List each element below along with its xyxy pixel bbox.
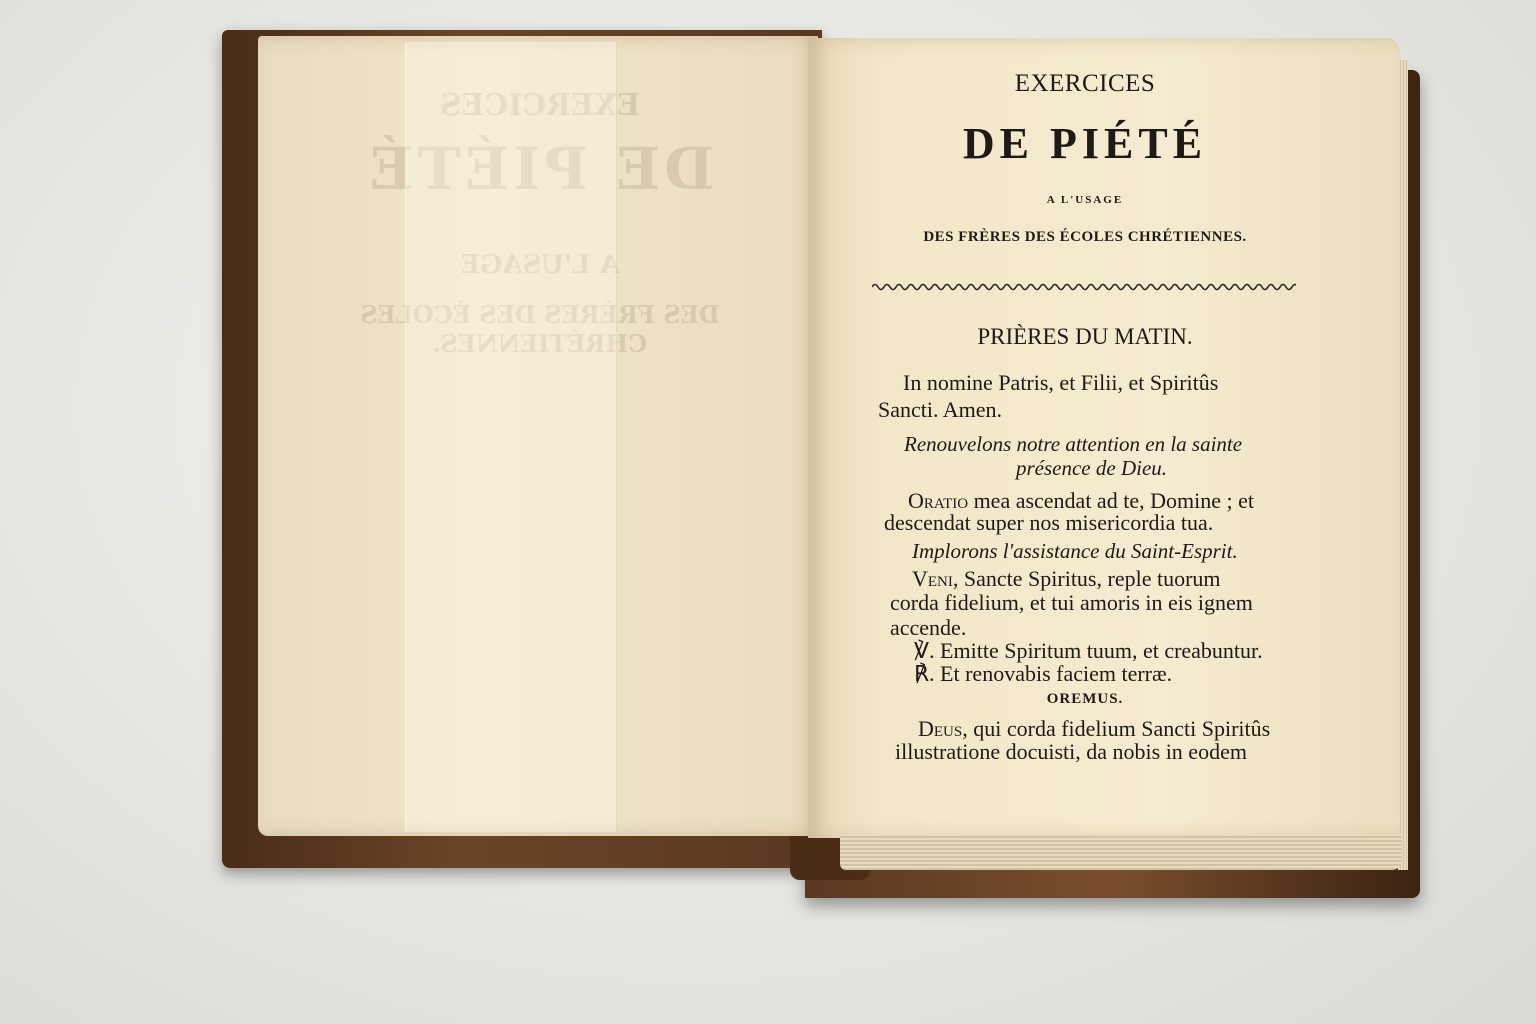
show-through-main-title: DE PIÉTÉ — [365, 135, 715, 203]
ornamental-rule — [872, 280, 1296, 294]
text-line: In nomine Patris, et Filii, et Spiritûs — [903, 370, 1219, 395]
italic-line: présence de Dieu. — [1016, 456, 1168, 480]
versicle-line: ℣. Emitte Spiritum tuum, et creabuntur. — [914, 638, 1263, 663]
response-line: ℟. Et renovabis faciem terræ. — [914, 661, 1173, 686]
subtitle: DES FRÈRES DES ÉCOLES CHRÉTIENNES. — [923, 229, 1247, 245]
subtitle-small: A L'USAGE — [1046, 194, 1124, 206]
text-run: , Sancte Spiritus, reple tuorum — [952, 566, 1221, 591]
italic-line: Implorons l'assistance du Saint-Esprit. — [912, 539, 1238, 563]
text-line: descendat super nos misericordia tua. — [884, 510, 1214, 535]
drop-word: Veni — [912, 566, 953, 591]
drop-word: Oratio — [908, 488, 969, 513]
oremus-heading: OREMUS. — [1046, 691, 1124, 707]
show-through-title: EXERCICES — [439, 88, 641, 123]
repair-tape — [405, 42, 617, 832]
text-line — [912, 566, 1221, 592]
text-line: illustratione docuisti, da nobis in eodem — [895, 739, 1247, 764]
drop-word: Deus — [918, 716, 963, 741]
show-through-subtitle-small: A L'USAGE — [460, 250, 620, 280]
page-block-bottom — [840, 834, 1402, 870]
italic-line: Renouvelons notre attention en la sainte — [904, 432, 1243, 456]
text-line: accende. — [890, 615, 967, 640]
page-title: EXERCICES — [1014, 70, 1156, 97]
text-run: mea ascendat ad te, Domine ; et — [968, 488, 1254, 513]
show-through-subtitle: DES FRÈRES DES ÉCOLES CHRÉTIENNES. — [360, 300, 720, 358]
main-title: DE PIÉTÉ — [962, 119, 1208, 168]
text-line: corda fidelium, et tui amoris in eis ignem — [890, 590, 1253, 615]
section-heading: PRIÈRES DU MATIN. — [977, 324, 1193, 349]
text-line: Sancti. Amen. — [878, 397, 1003, 422]
text-run: , qui corda fidelium Sancti Spiritûs — [962, 716, 1271, 741]
